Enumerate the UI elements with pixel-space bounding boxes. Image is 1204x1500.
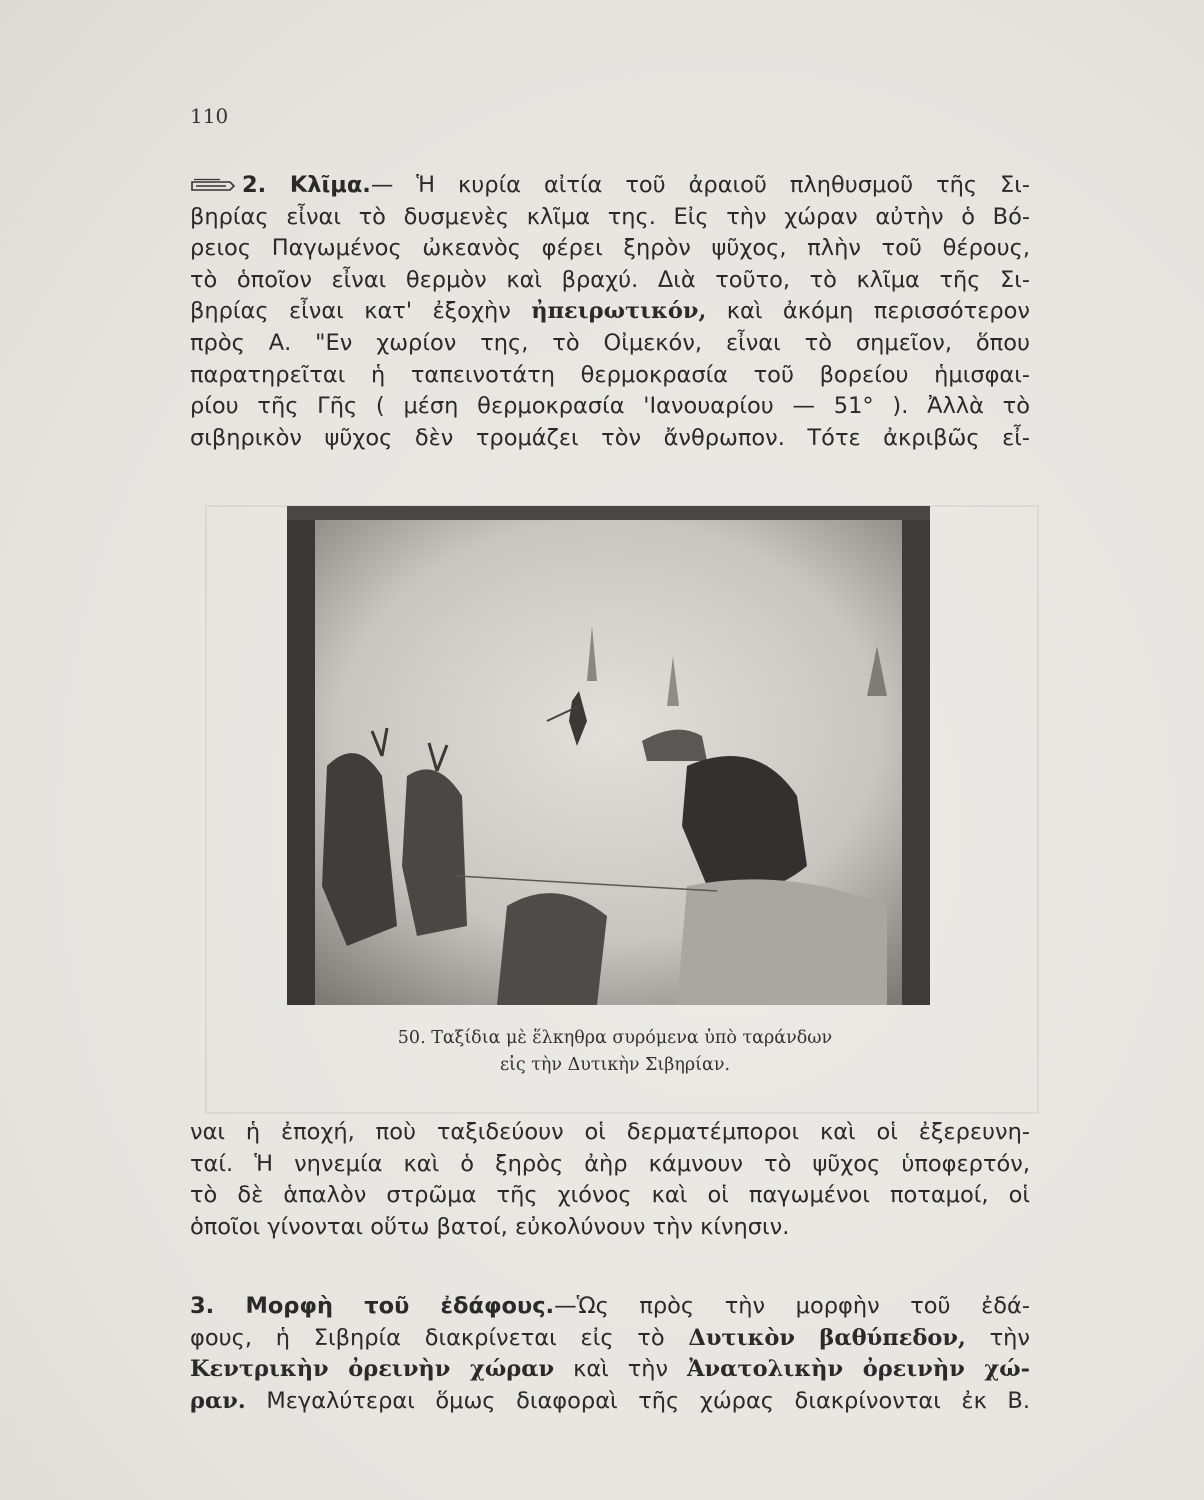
text-fragment: καὶ ἀκόμη περισσότερον <box>706 298 1031 325</box>
section-terrain-paragraph <box>190 1291 1030 1417</box>
section-heading: 2. Κλῖμα. <box>242 172 371 198</box>
figure-photo-reindeer-sleds <box>287 506 930 1005</box>
text-line: ρίου τῆς Γῆς ( μέση θερμοκρασία 'Ιανουαρίου — 51° ). Ἀλλὰ τὸ <box>190 393 1030 420</box>
page-number: 110 <box>190 104 229 128</box>
text-line <box>190 296 1030 328</box>
emphasis-term: ἠπειρωτικόν, <box>531 298 707 325</box>
text-line: πρὸς Α. "Εν χωρίον της, τὸ Οἰμεκόν, εἶναι τὸ σημεῖον, ὅπου <box>190 329 1030 356</box>
text-line: βηρίας εἶναι τὸ δυσμενὲς κλῖμα της. Εἰς τὴν χώραν αὐτὴν ὁ Βό- <box>190 203 1030 230</box>
text-line <box>190 1323 1030 1355</box>
caption-line: 50. Ταξίδια μὲ ἕλκηθρα συρόμενα ὑπὸ ταράνδων <box>397 1028 833 1048</box>
text-line: ὁποῖοι γίνονται οὕτω βατοί, εὐκολύνουν τὴν κίνησιν. <box>190 1213 790 1240</box>
text-fragment: — Ἡ κυρία αἰτία τοῦ ἀραιοῦ πληθυσμοῦ τῆς Σι- <box>370 172 1030 198</box>
photo-illustration <box>287 506 930 1005</box>
text-line: ρειος Παγωμένος ὠκεανὸς φέρει ξηρὸν ψῦχος, πλὴν τοῦ θέρους, <box>190 235 1030 262</box>
section-climate-continuation <box>190 1117 1030 1243</box>
text-line: ναι ἡ ἐποχή, ποὺ ταξιδεύουν οἱ δερματέμποροι καὶ οἱ ἐξερευνη- <box>190 1119 1030 1145</box>
text-fragment: καὶ τὴν <box>554 1356 688 1383</box>
section-heading: 3. Μορφὴ τοῦ ἐδάφους. <box>190 1293 555 1319</box>
text-fragment: τὴν <box>965 1324 1030 1351</box>
emphasis-term: Ἀνατολικὴν ὀρεινὴν χώ- <box>687 1356 1030 1383</box>
section-climate-paragraph <box>190 170 1030 454</box>
emphasis-term: Κεντρικὴν ὀρεινὴν χώραν <box>190 1356 555 1383</box>
figure-caption <box>300 1025 930 1079</box>
text-line: ταί. Ἡ νηνεμία καὶ ὁ ξηρὸς ἀὴρ κάμνουν τὸ ψῦχος ὑποφερτόν, <box>190 1150 1030 1177</box>
text-fragment: Μεγαλύτεραι ὅμως διαφοραὶ τῆς χώρας διακρίνονται ἐκ Β. <box>245 1387 1030 1414</box>
text-line: σιβηρικὸν ψῦχος δὲν τρομάζει τὸν ἄνθρωπον. Τότε ἀκριβῶς εἶ- <box>190 424 1030 451</box>
text-line: παρατηρεῖται ἡ ταπεινοτάτη θερμοκρασία τοῦ βορείου ἡμισφαι- <box>190 361 1030 388</box>
pointing-hand-icon <box>190 178 236 194</box>
text-line: τὸ δὲ ἁπαλὸν στρῶμα τῆς χιόνος καὶ οἱ παγωμένοι ποταμοί, οἱ <box>190 1182 1030 1209</box>
text-line <box>190 170 1030 202</box>
text-line <box>190 1291 1030 1323</box>
emphasis-term: ραν. <box>190 1387 246 1414</box>
text-fragment: φους, ἡ Σιβηρία διακρίνεται εἰς τὸ <box>190 1324 689 1351</box>
emphasis-term: Δυτικὸν βαθύπεδον, <box>688 1324 966 1351</box>
text-fragment: βηρίας εἶναι κατ' ἐξοχὴν <box>190 298 532 325</box>
text-line <box>190 1354 1030 1386</box>
caption-line: εἰς τὴν Δυτικὴν Σιβηρίαν. <box>499 1055 731 1075</box>
text-fragment: —Ὡς πρὸς τὴν μορφὴν τοῦ ἐδά- <box>554 1293 1030 1319</box>
text-line <box>190 1386 1030 1418</box>
text-line: τὸ ὁποῖον εἶναι θερμὸν καὶ βραχύ. Διὰ τοῦτο, τὸ κλῖμα τῆς Σι- <box>190 266 1030 293</box>
